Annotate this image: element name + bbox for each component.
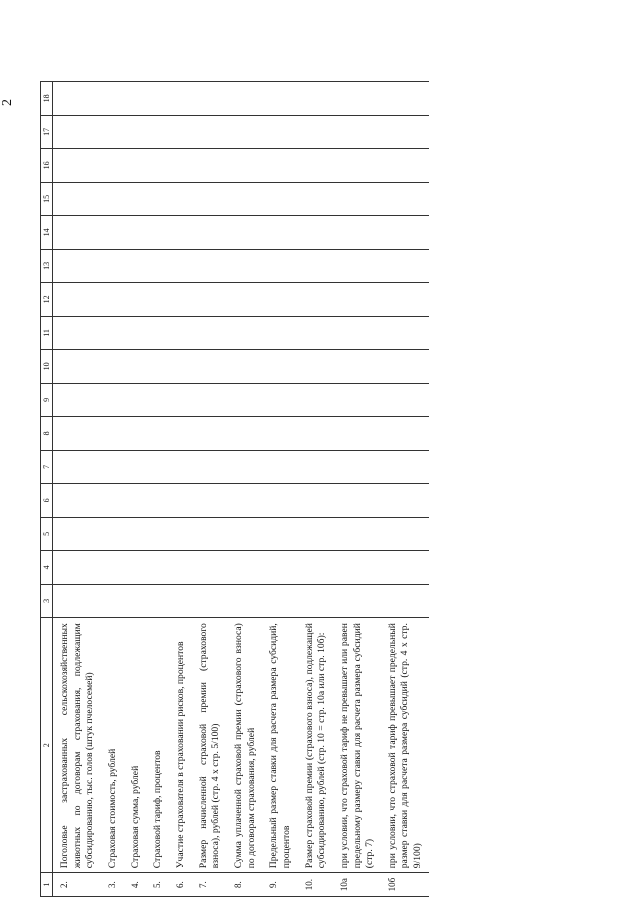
value-cell bbox=[169, 316, 192, 350]
column-header-3: 3 bbox=[41, 584, 53, 618]
value-cell bbox=[101, 283, 124, 317]
row-number: 10. bbox=[298, 873, 333, 897]
value-cell bbox=[298, 115, 333, 149]
value-cell bbox=[262, 216, 297, 250]
value-cell bbox=[101, 450, 124, 484]
value-cell bbox=[169, 350, 192, 384]
value-cell bbox=[262, 417, 297, 451]
value-cell bbox=[124, 283, 147, 317]
column-header-15: 15 bbox=[41, 182, 53, 216]
value-cell bbox=[101, 216, 124, 250]
value-cell bbox=[146, 584, 169, 618]
value-cell bbox=[333, 450, 381, 484]
value-cell bbox=[227, 484, 262, 518]
column-header-4: 4 bbox=[41, 551, 53, 585]
value-cell bbox=[146, 383, 169, 417]
value-cell bbox=[298, 450, 333, 484]
value-cell bbox=[381, 182, 429, 216]
column-header-7: 7 bbox=[41, 450, 53, 484]
value-cell bbox=[381, 283, 429, 317]
value-cell bbox=[53, 216, 101, 250]
value-cell bbox=[192, 82, 227, 116]
value-cell bbox=[262, 484, 297, 518]
value-cell bbox=[53, 484, 101, 518]
column-header-13: 13 bbox=[41, 249, 53, 283]
row-label: Сумма уплаченной страховой премии (страхового взноса) по договорам страхования, рублей bbox=[227, 618, 262, 873]
value-cell bbox=[124, 182, 147, 216]
value-cell bbox=[192, 182, 227, 216]
row-number: 7. bbox=[192, 873, 227, 897]
value-cell bbox=[298, 484, 333, 518]
row-number: 3. bbox=[101, 873, 124, 897]
value-cell bbox=[53, 383, 101, 417]
row-number: 10а bbox=[333, 873, 381, 897]
value-cell bbox=[53, 82, 101, 116]
value-cell bbox=[146, 450, 169, 484]
value-cell bbox=[101, 383, 124, 417]
value-cell bbox=[146, 517, 169, 551]
value-cell bbox=[124, 450, 147, 484]
value-cell bbox=[262, 283, 297, 317]
value-cell bbox=[333, 216, 381, 250]
value-cell bbox=[381, 484, 429, 518]
value-cell bbox=[333, 484, 381, 518]
value-cell bbox=[169, 249, 192, 283]
value-cell bbox=[169, 584, 192, 618]
value-cell bbox=[262, 149, 297, 183]
value-cell bbox=[262, 584, 297, 618]
value-cell bbox=[124, 350, 147, 384]
column-header-12: 12 bbox=[41, 283, 53, 317]
value-cell bbox=[124, 383, 147, 417]
value-cell bbox=[298, 283, 333, 317]
table-row bbox=[333, 82, 381, 897]
value-cell bbox=[262, 350, 297, 384]
value-cell bbox=[381, 383, 429, 417]
value-cell bbox=[192, 584, 227, 618]
value-cell bbox=[192, 115, 227, 149]
row-label: Предельный размер ставки для расчета размера субсидий, процентов bbox=[262, 618, 297, 873]
value-cell bbox=[146, 149, 169, 183]
value-cell bbox=[227, 450, 262, 484]
value-cell bbox=[169, 551, 192, 585]
value-cell bbox=[146, 551, 169, 585]
value-cell bbox=[192, 517, 227, 551]
row-number: 8. bbox=[227, 873, 262, 897]
column-header-18: 18 bbox=[41, 82, 53, 116]
value-cell bbox=[333, 115, 381, 149]
value-cell bbox=[146, 249, 169, 283]
value-cell bbox=[298, 584, 333, 618]
value-cell bbox=[227, 350, 262, 384]
value-cell bbox=[101, 350, 124, 384]
value-cell bbox=[169, 216, 192, 250]
value-cell bbox=[101, 584, 124, 618]
value-cell bbox=[53, 450, 101, 484]
value-cell bbox=[192, 383, 227, 417]
value-cell bbox=[381, 149, 429, 183]
value-cell bbox=[227, 216, 262, 250]
value-cell bbox=[169, 283, 192, 317]
value-cell bbox=[227, 383, 262, 417]
value-cell bbox=[333, 551, 381, 585]
value-cell bbox=[53, 182, 101, 216]
row-number: 6. bbox=[169, 873, 192, 897]
value-cell bbox=[298, 551, 333, 585]
row-number: 9. bbox=[262, 873, 297, 897]
value-cell bbox=[381, 115, 429, 149]
value-cell bbox=[101, 115, 124, 149]
column-header-2: 2 bbox=[41, 618, 53, 873]
value-cell bbox=[381, 417, 429, 451]
row-label: Страховая сумма, рублей bbox=[124, 618, 147, 873]
value-cell bbox=[101, 551, 124, 585]
value-cell bbox=[124, 517, 147, 551]
value-cell bbox=[227, 82, 262, 116]
column-header-11: 11 bbox=[41, 316, 53, 350]
value-cell bbox=[262, 115, 297, 149]
value-cell bbox=[53, 350, 101, 384]
value-cell bbox=[124, 249, 147, 283]
value-cell bbox=[146, 316, 169, 350]
value-cell bbox=[124, 484, 147, 518]
table-row bbox=[101, 82, 124, 897]
value-cell bbox=[262, 249, 297, 283]
column-header-8: 8 bbox=[41, 417, 53, 451]
value-cell bbox=[53, 316, 101, 350]
value-cell bbox=[124, 82, 147, 116]
value-cell bbox=[298, 216, 333, 250]
value-cell bbox=[146, 115, 169, 149]
value-cell bbox=[381, 450, 429, 484]
value-cell bbox=[169, 484, 192, 518]
page-number: 2 bbox=[0, 99, 15, 106]
table-row bbox=[192, 82, 227, 897]
value-cell bbox=[298, 517, 333, 551]
value-cell bbox=[298, 350, 333, 384]
value-cell bbox=[169, 149, 192, 183]
value-cell bbox=[227, 417, 262, 451]
value-cell bbox=[124, 551, 147, 585]
value-cell bbox=[227, 517, 262, 551]
table-row bbox=[53, 82, 101, 897]
value-cell bbox=[262, 182, 297, 216]
value-cell bbox=[333, 350, 381, 384]
column-header-5: 5 bbox=[41, 517, 53, 551]
value-cell bbox=[101, 182, 124, 216]
value-cell bbox=[262, 383, 297, 417]
value-cell bbox=[169, 517, 192, 551]
value-cell bbox=[298, 316, 333, 350]
value-cell bbox=[227, 551, 262, 585]
value-cell bbox=[192, 450, 227, 484]
value-cell bbox=[146, 350, 169, 384]
value-cell bbox=[101, 484, 124, 518]
value-cell bbox=[333, 584, 381, 618]
value-cell bbox=[381, 216, 429, 250]
row-label: Страховой тариф, процентов bbox=[146, 618, 169, 873]
value-cell bbox=[169, 417, 192, 451]
value-cell bbox=[262, 82, 297, 116]
value-cell bbox=[169, 450, 192, 484]
value-cell bbox=[53, 149, 101, 183]
column-header-17: 17 bbox=[41, 115, 53, 149]
row-label: Размер начисленной страховой премии (страхового взноса), рублей (стр. 4 x стр. 5/100) bbox=[192, 618, 227, 873]
table-row bbox=[298, 82, 333, 897]
row-number: 10б bbox=[381, 873, 429, 897]
value-cell bbox=[333, 417, 381, 451]
value-cell bbox=[262, 316, 297, 350]
value-cell bbox=[298, 182, 333, 216]
value-cell bbox=[146, 283, 169, 317]
table-row bbox=[169, 82, 192, 897]
value-cell bbox=[333, 316, 381, 350]
value-cell bbox=[146, 82, 169, 116]
value-cell bbox=[53, 115, 101, 149]
value-cell bbox=[262, 450, 297, 484]
value-cell bbox=[298, 82, 333, 116]
value-cell bbox=[381, 551, 429, 585]
value-cell bbox=[53, 584, 101, 618]
value-cell bbox=[192, 417, 227, 451]
row-label: при условии, что страховой тариф превышает предельный размер ставки для расчета размера субсидий (стр. 4 x стр. 9/100) bbox=[381, 618, 429, 873]
row-label: Участие страхователя в страховании рисков, процентов bbox=[169, 618, 192, 873]
value-cell bbox=[227, 584, 262, 618]
value-cell bbox=[333, 283, 381, 317]
value-cell bbox=[333, 149, 381, 183]
table-row bbox=[124, 82, 147, 897]
value-cell bbox=[169, 115, 192, 149]
value-cell bbox=[333, 82, 381, 116]
value-cell bbox=[333, 249, 381, 283]
column-header-16: 16 bbox=[41, 149, 53, 183]
value-cell bbox=[381, 249, 429, 283]
value-cell bbox=[381, 517, 429, 551]
value-cell bbox=[262, 517, 297, 551]
value-cell bbox=[192, 149, 227, 183]
table-row bbox=[146, 82, 169, 897]
value-cell bbox=[298, 249, 333, 283]
value-cell bbox=[146, 182, 169, 216]
row-label: Поголовье застрахованных сельскохозяйственных животных по договорам страхования, подлежащим субсидированию, тыс. голов (штук пчелосемей) bbox=[53, 618, 101, 873]
value-cell bbox=[333, 182, 381, 216]
value-cell bbox=[333, 517, 381, 551]
value-cell bbox=[381, 82, 429, 116]
column-header-1: 1 bbox=[41, 873, 53, 897]
value-cell bbox=[101, 149, 124, 183]
value-cell bbox=[192, 551, 227, 585]
value-cell bbox=[227, 283, 262, 317]
value-cell bbox=[101, 316, 124, 350]
table-body bbox=[53, 82, 429, 897]
value-cell bbox=[53, 249, 101, 283]
value-cell bbox=[53, 517, 101, 551]
value-cell bbox=[124, 417, 147, 451]
row-label: Страховая стоимость, рублей bbox=[101, 618, 124, 873]
value-cell bbox=[227, 249, 262, 283]
row-label: Размер страховой премии (страхового взноса), подлежащей субсидированию, рублей (стр. 10 = стр. 10а или стр. 10б): bbox=[298, 618, 333, 873]
value-cell bbox=[333, 383, 381, 417]
column-header-14: 14 bbox=[41, 216, 53, 250]
value-cell bbox=[124, 584, 147, 618]
value-cell bbox=[101, 249, 124, 283]
table-row bbox=[381, 82, 429, 897]
value-cell bbox=[53, 551, 101, 585]
value-cell bbox=[53, 283, 101, 317]
value-cell bbox=[169, 82, 192, 116]
value-cell bbox=[227, 182, 262, 216]
value-cell bbox=[298, 383, 333, 417]
row-number: 5. bbox=[146, 873, 169, 897]
table-row bbox=[227, 82, 262, 897]
value-cell bbox=[227, 316, 262, 350]
value-cell bbox=[124, 115, 147, 149]
value-cell bbox=[53, 417, 101, 451]
row-number: 2. bbox=[53, 873, 101, 897]
column-header-10: 10 bbox=[41, 350, 53, 384]
value-cell bbox=[298, 149, 333, 183]
value-cell bbox=[192, 216, 227, 250]
column-header-6: 6 bbox=[41, 484, 53, 518]
value-cell bbox=[169, 383, 192, 417]
subsidy-table bbox=[40, 81, 429, 897]
value-cell bbox=[146, 216, 169, 250]
table-header-row bbox=[41, 82, 53, 897]
value-cell bbox=[192, 283, 227, 317]
column-header-9: 9 bbox=[41, 383, 53, 417]
table-row bbox=[262, 82, 297, 897]
value-cell bbox=[192, 350, 227, 384]
value-cell bbox=[381, 584, 429, 618]
value-cell bbox=[101, 517, 124, 551]
value-cell bbox=[192, 249, 227, 283]
rotated-page bbox=[0, 63, 640, 903]
value-cell bbox=[227, 149, 262, 183]
value-cell bbox=[381, 350, 429, 384]
value-cell bbox=[192, 316, 227, 350]
value-cell bbox=[192, 484, 227, 518]
value-cell bbox=[169, 182, 192, 216]
value-cell bbox=[227, 115, 262, 149]
value-cell bbox=[124, 149, 147, 183]
value-cell bbox=[381, 316, 429, 350]
value-cell bbox=[101, 417, 124, 451]
value-cell bbox=[146, 417, 169, 451]
value-cell bbox=[101, 82, 124, 116]
value-cell bbox=[124, 316, 147, 350]
value-cell bbox=[124, 216, 147, 250]
value-cell bbox=[146, 484, 169, 518]
row-label: при условии, что страховой тариф не превышает или равен предельному размеру ставки для расчета размера субсидий (стр. 7) bbox=[333, 618, 381, 873]
value-cell bbox=[262, 551, 297, 585]
value-cell bbox=[298, 417, 333, 451]
row-number: 4. bbox=[124, 873, 147, 897]
